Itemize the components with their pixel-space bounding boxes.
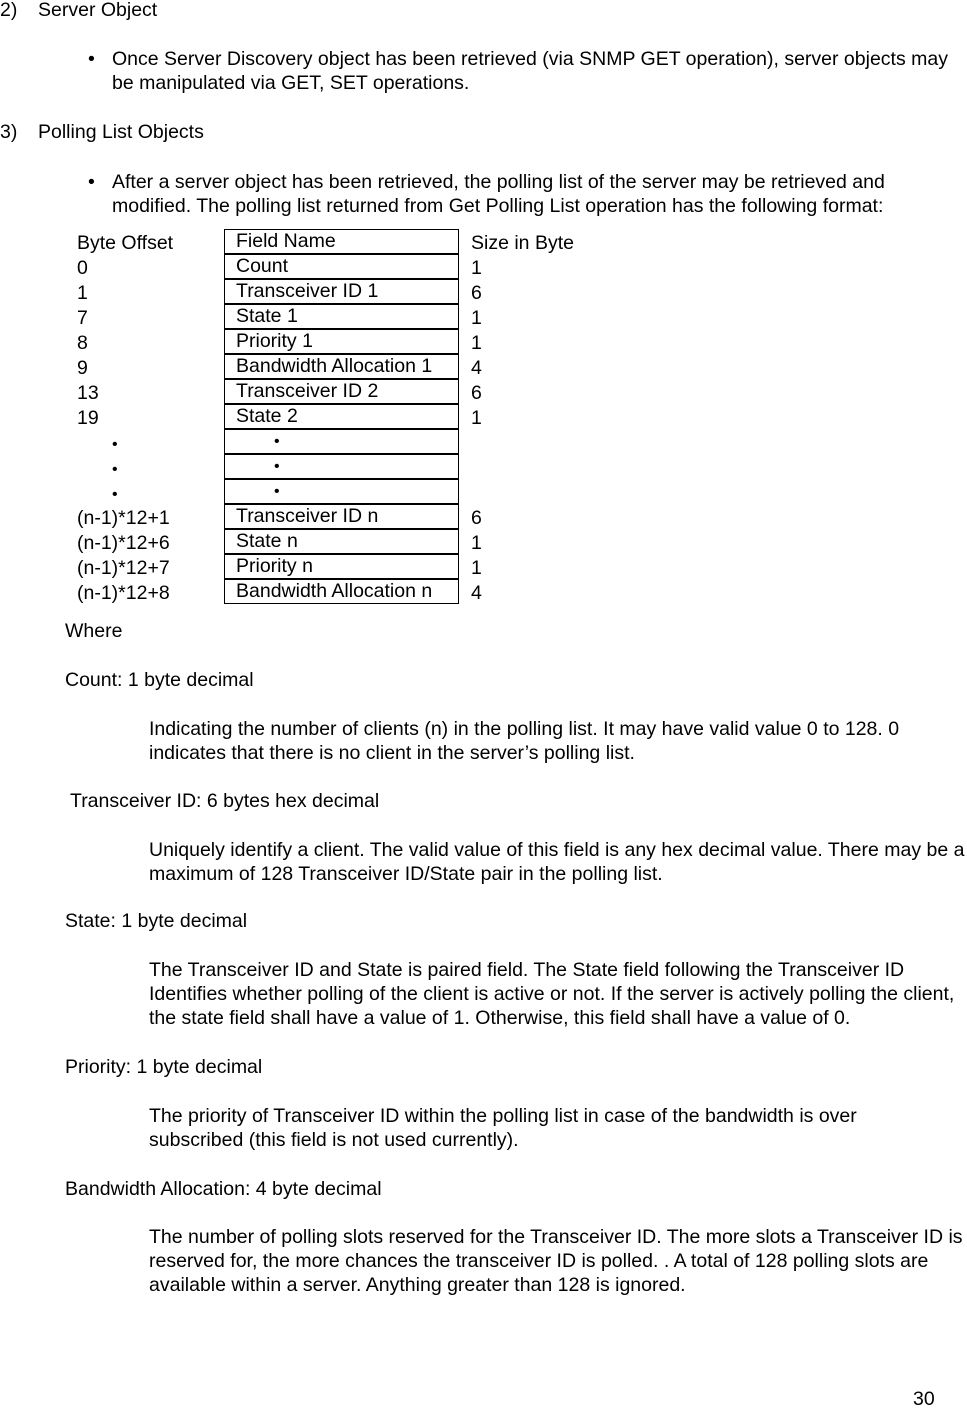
section-body: After a server object has been retrieved, the polling list of the server may be retrieved and modified. The polling list returned from Get Polling List operation has the following format: (112, 171, 885, 217)
cell-field-name: Priority 1 (224, 329, 459, 354)
table-row (0, 254, 967, 279)
definition-desc: The number of polling slots reserved for the Transceiver ID. The more slots a Transceiver ID is reserved for, the more chances the transceiver ID is polled. . A total of 128 polling slots are available within a server. Anything greater than 128 is ignored. (149, 1226, 963, 1296)
cell-size: 4 (471, 357, 482, 379)
cell-size: 1 (471, 307, 482, 329)
table-row (0, 454, 967, 479)
table-row (0, 329, 967, 354)
page-number: 30 (913, 1388, 935, 1410)
table-row (0, 554, 967, 579)
where-label: Where (65, 620, 123, 642)
cell-field-name: Transceiver ID 2 (224, 379, 459, 404)
cell-size: 1 (471, 532, 482, 554)
ellipsis-bullet: • (224, 429, 459, 454)
ellipsis-bullet: • (112, 461, 118, 478)
cell-byte-offset: 7 (77, 307, 88, 329)
cell-byte-offset: (n-1)*12+8 (77, 582, 170, 604)
cell-size: 6 (471, 382, 482, 404)
definition-term: State: 1 byte decimal (65, 910, 248, 932)
definition-desc: Uniquely identify a client. The valid value of this field is any hex decimal value. There may be a maximum of 128 Transceiver ID/State pair in the polling list. (149, 839, 965, 885)
cell-field-name: Count (224, 254, 459, 279)
definition-desc: The priority of Transceiver ID within the polling list in case of the bandwidth is over subscribed (this field is not used currently). (149, 1105, 857, 1151)
cell-field-name: State n (224, 529, 459, 554)
cell-byte-offset: 0 (77, 257, 88, 279)
definition-term: Bandwidth Allocation: 4 byte decimal (65, 1178, 382, 1200)
cell-byte-offset: (n-1)*12+6 (77, 532, 170, 554)
table-row (0, 529, 967, 554)
section-title: Server Object (38, 0, 158, 21)
table-row (0, 429, 967, 454)
definition-term: Priority: 1 byte decimal (65, 1056, 263, 1078)
ellipsis-bullet: • (224, 479, 459, 504)
cell-size: 1 (471, 257, 482, 279)
cell-byte-offset: 13 (77, 382, 99, 404)
section-body: Once Server Discovery object has been retrieved (via SNMP GET operation), server objects may be manipulated via GET, SET operations. (112, 48, 948, 94)
cell-field-name: Transceiver ID n (224, 504, 459, 529)
section-number: 3) (0, 121, 18, 143)
cell-byte-offset: 1 (77, 282, 88, 304)
table-row (0, 304, 967, 329)
cell-size: 1 (471, 332, 482, 354)
definition-desc: Indicating the number of clients (n) in the polling list. It may have valid value 0 to 128. 0 indicates that there is no client in the server’s polling list. (149, 718, 900, 764)
definition-term: Transceiver ID: 6 bytes hex decimal (70, 790, 380, 812)
table-row (0, 404, 967, 429)
cell-field-name: Bandwidth Allocation 1 (224, 354, 459, 379)
cell-field-name: State 1 (224, 304, 459, 329)
table-row (0, 379, 967, 404)
table-header (0, 229, 967, 254)
cell-size: 4 (471, 582, 482, 604)
table-row (0, 354, 967, 379)
cell-size: 6 (471, 507, 482, 529)
ellipsis-bullet: • (224, 454, 459, 479)
definition-desc: The Transceiver ID and State is paired field. The State field following the Transceiver ID Identifies whether polling of the client is active or not. If the server is actively polling the client, the state field shall have a value of 1. Otherwise, this field shall have a value of 0. (149, 959, 955, 1029)
cell-byte-offset: (n-1)*12+7 (77, 557, 170, 579)
cell-field-name: Transceiver ID 1 (224, 279, 459, 304)
cell-size: 6 (471, 282, 482, 304)
ellipsis-bullet: • (112, 486, 118, 503)
bullet: • (88, 48, 95, 70)
table-row (0, 579, 967, 604)
ellipsis-bullet: • (112, 436, 118, 453)
cell-byte-offset: (n-1)*12+1 (77, 507, 170, 529)
cell-size: 1 (471, 407, 482, 429)
cell-field-name: Priority n (224, 554, 459, 579)
section-number: 2) (0, 0, 18, 21)
header-size-in-byte: Size in Byte (471, 232, 574, 254)
cell-byte-offset: 8 (77, 332, 88, 354)
section-title: Polling List Objects (38, 121, 204, 143)
bullet: • (88, 171, 95, 193)
definition-term: Count: 1 byte decimal (65, 669, 254, 691)
table-row (0, 479, 967, 504)
cell-field-name: Bandwidth Allocation n (224, 579, 459, 604)
cell-byte-offset: 9 (77, 357, 88, 379)
header-field-name: Field Name (224, 229, 459, 254)
cell-field-name: State 2 (224, 404, 459, 429)
header-byte-offset: Byte Offset (77, 232, 174, 254)
table-row (0, 279, 967, 304)
cell-size: 1 (471, 557, 482, 579)
cell-byte-offset: 19 (77, 407, 99, 429)
table-row (0, 504, 967, 529)
